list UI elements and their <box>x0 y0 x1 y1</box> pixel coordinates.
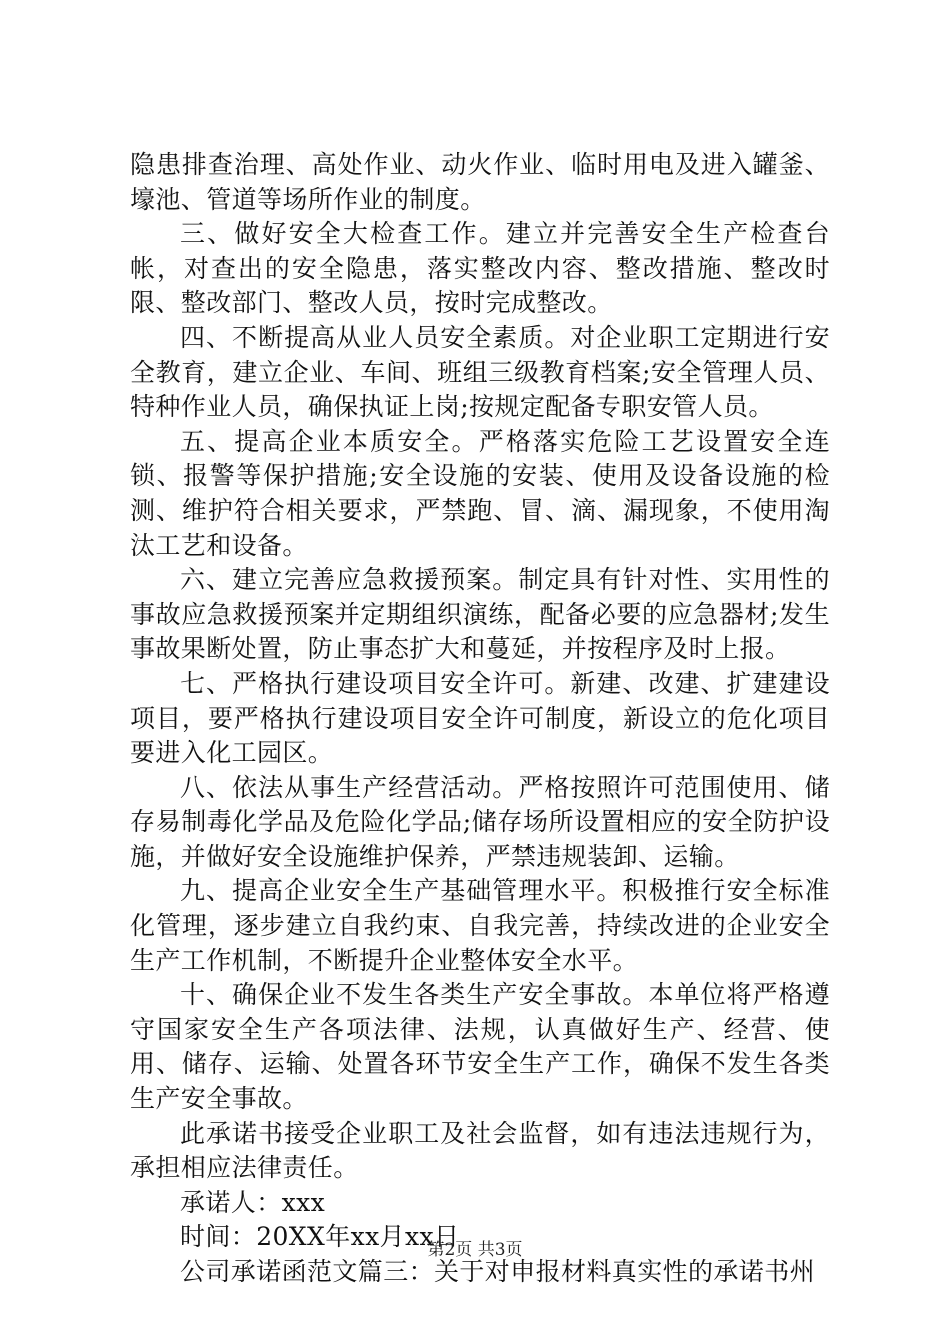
paragraph-supervision: 此承诺书接受企业职工及社会监督，如有违法违规行为，承担相应法律责任。 <box>130 1118 830 1183</box>
paragraph-item-8: 八、依法从事生产经营活动。严格按照许可范围使用、储存易制毒化学品及危险化学品;储存场所设置相应的安全防护设施，并做好安全设施维护保养，严禁违规装卸、运输。 <box>130 772 830 871</box>
page-number-label: 第2页 共3页 <box>427 1240 523 1260</box>
paragraph-item-5: 五、提高企业本质安全。严格落实危险工艺设置安全连锁、报警等保护措施;安全设施的安装、使用及设备设施的检测、维护符合相关要求，严禁跑、冒、滴、漏现象，不使用淘汰工艺和设备。 <box>130 426 830 560</box>
paragraph-item-3: 三、做好安全大检查工作。建立并完善安全生产检查台帐，对查出的安全隐患，落实整改内容、整改措施、整改时限、整改部门、整改人员，按时完成整改。 <box>130 219 830 318</box>
paragraph-item-10: 十、确保企业不发生各类生产安全事故。本单位将严格遵守国家安全生产各项法律、法规，认真做好生产、经营、使用、储存、运输、处置各环节安全生产工作，确保不发生各类生产安全事故。 <box>130 980 830 1114</box>
paragraph-item-6: 六、建立完善应急救援预案。制定具有针对性、实用性的事故应急救援预案并定期组织演练，配备必要的应急器材;发生事故果断处置，防止事态扩大和蔓延，并按程序及时上报。 <box>130 565 830 664</box>
paragraph-item-7: 七、严格执行建设项目安全许可。新建、改建、扩建建设项目，要严格执行建设项目安全许可制度，新设立的危化项目要进入化工园区。 <box>130 668 830 768</box>
document-body <box>130 148 830 1290</box>
signer-line: 承诺人：xxx <box>180 1187 326 1217</box>
date-line: 时间：20XX年xx月xx日 <box>180 1222 460 1252</box>
page-footer <box>0 1240 950 1260</box>
paragraph-item-4: 四、不断提高从业人员安全素质。对企业职工定期进行安全教育，建立企业、车间、班组三级教育档案;安全管理人员、特种作业人员，确保执证上岗;按规定配备专职安管人员。 <box>130 322 830 422</box>
paragraph-continued: 隐患排查治理、高处作业、动火作业、临时用电及进入罐釜、壕池、管道等场所作业的制度。 <box>130 150 830 214</box>
next-section-title: 公司承诺函范文篇三：关于对申报材料真实性的承诺书州 <box>180 1257 816 1286</box>
paragraph-item-9: 九、提高企业安全生产基础管理水平。积极推行安全标准化管理，逐步建立自我约束、自我完善，持续改进的企业安全生产工作机制，不断提升企业整体安全水平。 <box>130 876 830 975</box>
